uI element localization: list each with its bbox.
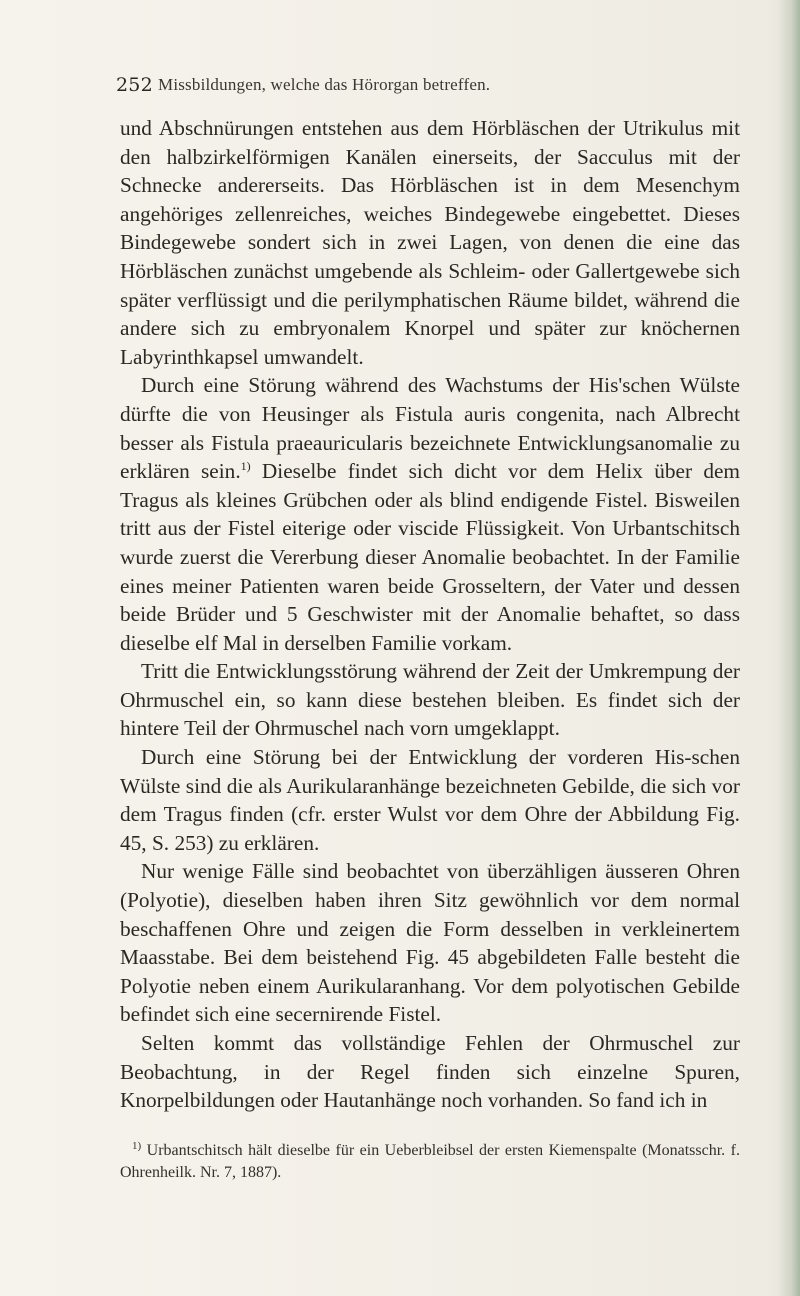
paragraph-2-text-a: Durch eine Störung während des Wachstums der His'schen Wülste dürfte die von Heusinger als Fistula auris congenita, nach Albrecht besser als Fistula praeauricularis bezeichnete Entwicklungsanomalie zu erklären sein. <box>120 373 740 484</box>
running-header <box>116 74 736 100</box>
page-edge-shadow <box>778 0 800 1296</box>
paragraph-6: Selten kommt das vollständige Fehlen der Ohrmuschel zur Beobachtung, in der Regel finden sich einzelne Spuren, Knorpelbildungen oder Hautanhänge noch vorhanden. So fand ich in <box>120 1031 740 1113</box>
page-number: 252 <box>116 74 153 96</box>
footnote-reference[interactable]: 1) <box>240 459 251 474</box>
body-text <box>120 114 740 1115</box>
footnote <box>120 1140 740 1184</box>
paragraph-2 <box>120 371 740 657</box>
paragraph-2-text-b: Dieselbe findet sich dicht vor dem Helix über dem Tragus als kleines Grübchen oder als blind endigende Fistel. Bisweilen tritt aus der Fistel eiterige oder viscide Flüssigkeit. Von Urbantschitsch wurde zuerst die Vererbung dieser Anomalie beobachtet. In der Familie eines meiner Patienten waren beide Grosseltern, der Vater und dessen beide Brüder und 5 Geschwister mit der Anomalie behaftet, so dass dieselbe elf Mal in derselben Familie vorkam. <box>120 459 740 655</box>
paragraph-3: Tritt die Entwicklungsstörung während der Zeit der Umkrempung der Ohrmuschel ein, so kann diese bestehen bleiben. Es findet sich der hintere Teil der Ohrmuschel nach vorn umgeklappt. <box>120 659 740 741</box>
paragraph-5: Nur wenige Fälle sind beobachtet von überzähligen äusseren Ohren (Polyotie), dieselben haben ihren Sitz gewöhnlich vor dem normal beschaffenen Ohre und zeigen die Form desselben in verkleinertem Maasstabe. Bei dem beistehend Fig. 45 abgebildeten Falle besteht die Polyotie neben einem Aurikularanhang. Vor dem polyotischen Gebilde befindet sich eine secernirende Fistel. <box>120 859 740 1027</box>
footnote-mark: 1) <box>132 1139 142 1152</box>
running-title: Missbildungen, welche das Hörorgan betreffen. <box>158 75 491 94</box>
paragraph-4: Durch eine Störung bei der Entwicklung der vorderen His-schen Wülste sind die als Aurikularanhänge bezeichneten Gebilde, die sich vor dem Tragus finden (cfr. erster Wulst vor dem Ohre der Abbildung Fig. 45, S. 253) zu erklären. <box>120 745 740 855</box>
paragraph-1: und Abschnürungen entstehen aus dem Hörbläschen der Utrikulus mit den halbzirkelförmigen Kanälen einerseits, der Sacculus mit der Schnecke andererseits. Das Hörbläschen ist in dem Mesenchym angehöriges zellenreiches, weiches Bindegewebe eingebettet. Dieses Bindegewebe sondert sich in zwei Lagen, von denen die eine das Hörbläschen zunächst umgebende als Schleim- oder Gallertgewebe sich später verflüssigt und die perilymphatischen Räume bildet, während die andere sich zu embryonalem Knorpel und später zur knöchernen Labyrinthkapsel umwandelt. <box>120 116 740 369</box>
footnote-text: Urbantschitsch hält dieselbe für ein Ueberbleibsel der ersten Kiemenspalte (Monatsschr. f. Ohrenheilk. Nr. 7, 1887). <box>120 1142 740 1181</box>
